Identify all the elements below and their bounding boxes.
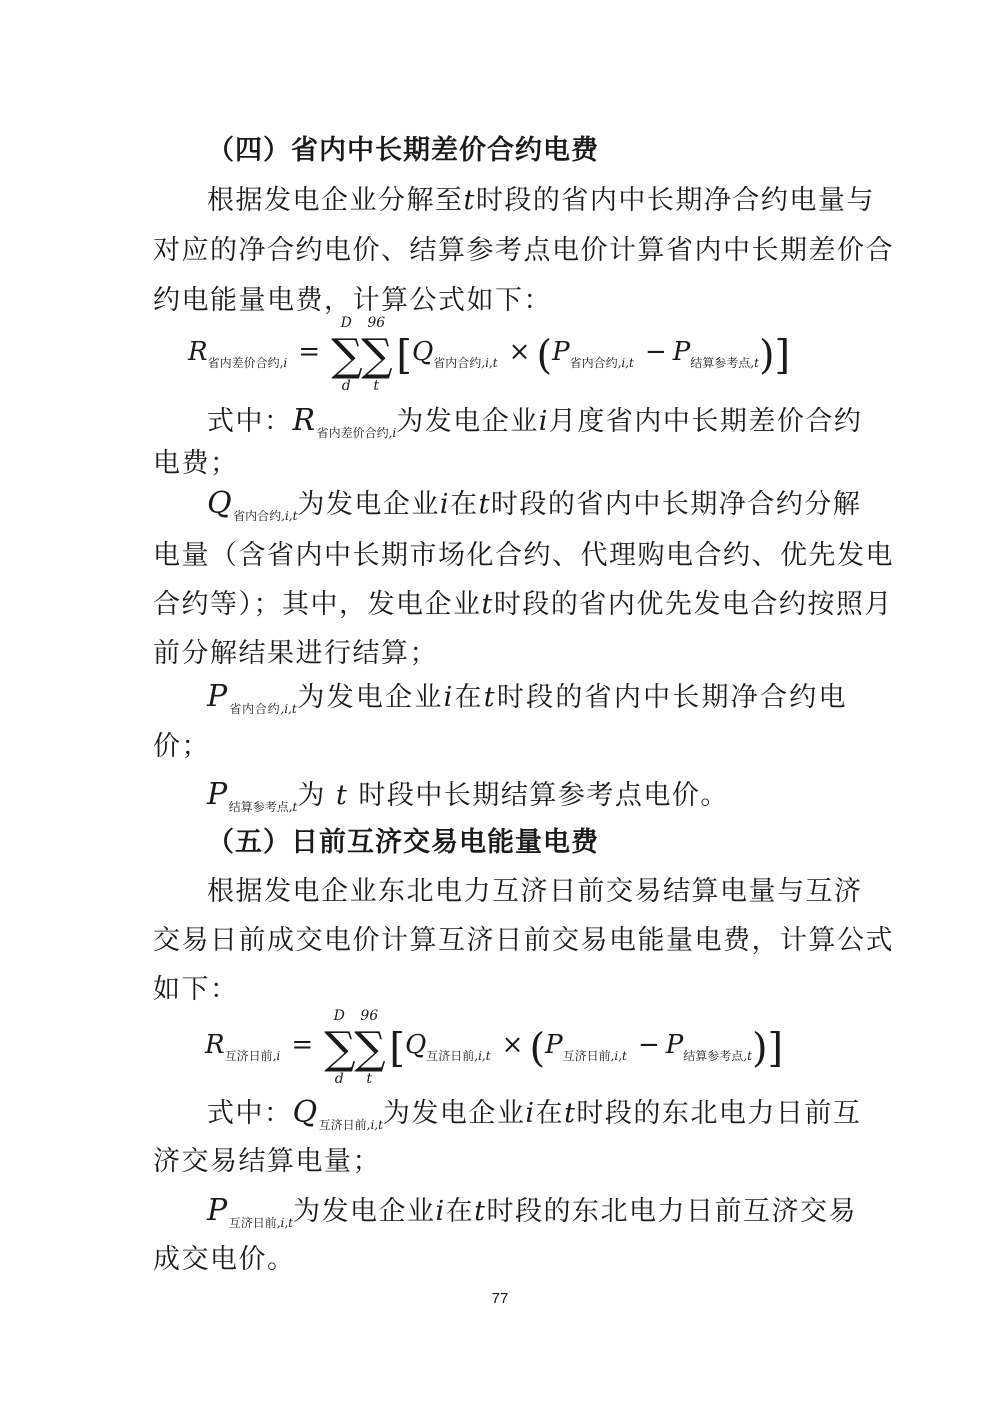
paragraph-line: 根据发电企业分解至t时段的省内中长期净合约电量与 bbox=[207, 185, 875, 216]
definition-line: 济交易结算电量； bbox=[153, 1146, 381, 1177]
definition-line: $P_{结算参考点,t}$为 t 时段中长期结算参考点电价。 bbox=[207, 777, 729, 814]
definition-line: 合约等）；其中，发电企业t时段的省内优先发电合约按照月 bbox=[153, 589, 893, 620]
definition-line: 前分解结果进行结算； bbox=[153, 638, 438, 669]
formula-mutual-aid-fee: $R_{互济日前,i}$ = ∑ D d ∑ 96 t $[Q_{互济日前,i,t} \times (P_{互济日前,i,t} - P_{结算参考点,t})]$ bbox=[205, 1008, 784, 1087]
definition-line: $Q_{省内合约,i,t}$为发电企业i在t时段的省内中长期净合约分解 bbox=[207, 486, 862, 523]
section-heading-4: （四）省内中长期差价合约电费 bbox=[207, 135, 599, 166]
section-heading-5: （五）日前互济交易电能量电费 bbox=[207, 827, 599, 858]
definition-line: 价； bbox=[153, 731, 210, 762]
page-number: 77 bbox=[491, 1290, 509, 1307]
paragraph-line: 对应的净合约电价、结算参考点电价计算省内中长期差价合 bbox=[153, 235, 894, 266]
formula-difference-contract-fee: $R_{省内差价合约,i}$ = ∑ D d ∑ 96 t $[Q_{省内合约,i,t} \times (P_{省内合约,i,t} - P_{结算参考点,t})]$ bbox=[188, 315, 791, 394]
paragraph-line: 根据发电企业东北电力互济日前交易结算电量与互济 bbox=[207, 876, 863, 907]
definition-line: 电费； bbox=[153, 448, 239, 479]
definition-line: 电量（含省内中长期市场化合约、代理购电合约、优先发电 bbox=[153, 540, 894, 571]
definition-line: 式中：$R_{省内差价合约,i}$为发电企业i月度省内中长期差价合约 bbox=[207, 403, 863, 440]
paragraph-line: 交易日前成交电价计算互济日前交易电能量电费，计算公式 bbox=[153, 925, 894, 956]
definition-line: $P_{互济日前,i,t}$为发电企业i在t时段的东北电力日前互济交易 bbox=[207, 1193, 857, 1230]
definition-line: 式中：$Q_{互济日前,i,t}$为发电企业i在t时段的东北电力日前互 bbox=[207, 1095, 862, 1132]
paragraph-line: 如下： bbox=[153, 974, 239, 1005]
paragraph-line: 约电能量电费，计算公式如下： bbox=[153, 285, 552, 316]
definition-line: $P_{省内合约,i,t}$为发电企业i在t时段的省内中长期净合约电 bbox=[207, 679, 848, 716]
definition-line: 成交电价。 bbox=[153, 1244, 296, 1275]
